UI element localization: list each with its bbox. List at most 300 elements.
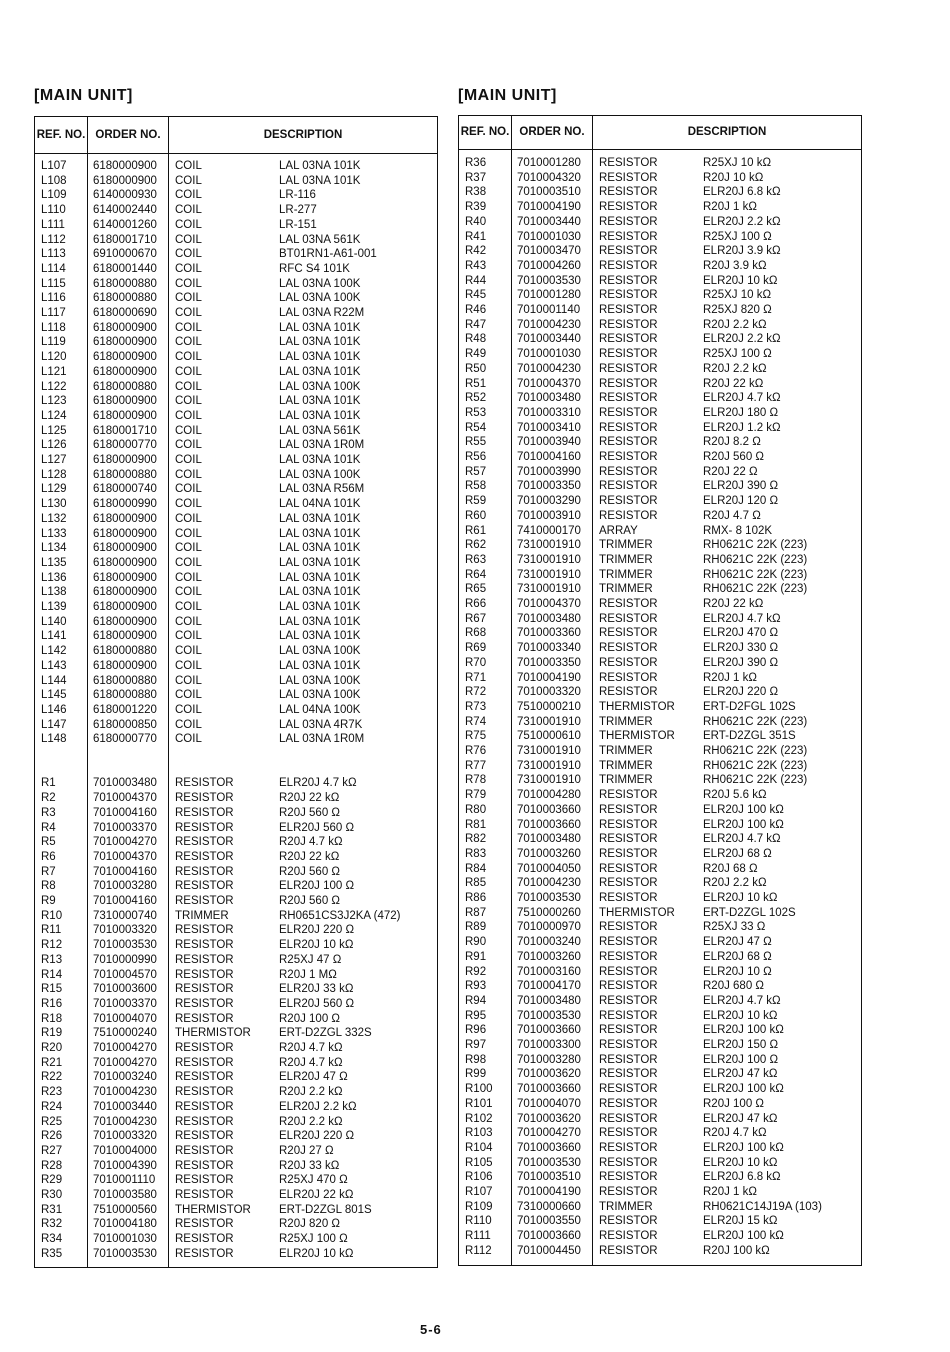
- part-spec-cell: R20J 5.6 kΩ: [703, 789, 767, 802]
- part-spec-cell: ELR20J 3.9 kΩ: [703, 245, 781, 258]
- part-spec-cell: LAL 03NA 101K: [279, 365, 361, 378]
- table-row: [459, 391, 861, 406]
- part-spec-cell: ELR20J 68 Ω: [703, 950, 772, 963]
- table-row: [35, 806, 437, 821]
- part-type-cell: RESISTOR: [175, 1100, 234, 1113]
- part-type-cell: COIL: [175, 645, 202, 658]
- ref-no-cell: R95: [465, 1009, 487, 1022]
- ref-no-cell: L116: [41, 292, 66, 305]
- ref-no-cell: L125: [41, 424, 67, 437]
- part-type-cell: RESISTOR: [599, 921, 658, 934]
- part-spec-cell: ELR20J 100 kΩ: [703, 1024, 784, 1037]
- ref-no-cell: R65: [465, 583, 487, 596]
- ref-no-cell: R7: [41, 865, 56, 878]
- order-no-cell: 7510000610: [517, 730, 581, 743]
- part-type-cell: RESISTOR: [599, 186, 658, 199]
- part-type-cell: RESISTOR: [599, 936, 658, 949]
- ref-no-cell: R4: [41, 821, 56, 834]
- table-row: [459, 1229, 861, 1244]
- ref-no-cell: R62: [465, 539, 487, 552]
- part-spec-cell: BT01RN1-A61-001: [279, 248, 377, 261]
- part-spec-cell: R20J 8.2 Ω: [703, 436, 761, 449]
- part-type-cell: COIL: [175, 365, 202, 378]
- part-type-cell: RESISTOR: [175, 777, 234, 790]
- part-type-cell: RESISTOR: [175, 821, 234, 834]
- part-spec-cell: R20J 100 Ω: [703, 1097, 765, 1110]
- part-type-cell: COIL: [175, 174, 202, 187]
- ref-no-cell: R107: [465, 1186, 493, 1198]
- part-type-cell: COIL: [175, 498, 202, 511]
- part-spec-cell: LAL 03NA 101K: [279, 395, 361, 408]
- part-spec-cell: R20J 560 Ω: [279, 865, 341, 878]
- part-type-cell: COIL: [175, 292, 202, 305]
- order-no-cell: 6180001220: [93, 703, 157, 716]
- part-spec-cell: R20J 4.7 kΩ: [279, 836, 343, 849]
- order-no-cell: 6180000880: [93, 468, 157, 481]
- table-row: [459, 568, 861, 583]
- part-type-cell: RESISTOR: [175, 968, 234, 981]
- part-type-cell: RESISTOR: [599, 818, 658, 831]
- part-spec-cell: ELR20J 470 Ω: [703, 627, 779, 640]
- part-type-cell: RESISTOR: [599, 1141, 658, 1154]
- part-type-cell: COIL: [175, 218, 202, 231]
- part-type-cell: COIL: [175, 248, 202, 261]
- table-row: [35, 1026, 437, 1041]
- table-row: [459, 1009, 861, 1024]
- order-no-cell: 6180000900: [93, 512, 157, 525]
- table-row: [35, 203, 437, 218]
- part-spec-cell: R20J 1 MΩ: [279, 968, 337, 981]
- table-row: [459, 920, 861, 935]
- part-type-cell: RESISTOR: [599, 215, 658, 228]
- table-row: [35, 923, 437, 938]
- part-spec-cell: LAL 03NA 100K: [279, 674, 361, 687]
- part-spec-cell: ELR20J 100 kΩ: [703, 1083, 784, 1096]
- part-spec-cell: ERT-D2ZGL 102S: [703, 906, 796, 919]
- ref-no-cell: R49: [465, 348, 487, 361]
- ref-no-cell: R56: [465, 451, 487, 463]
- part-type-cell: RESISTOR: [175, 1071, 234, 1084]
- order-no-cell: 7010004160: [93, 806, 157, 819]
- part-type-cell: RESISTOR: [599, 495, 658, 508]
- order-no-cell: 7310000740: [93, 909, 157, 922]
- ref-no-cell: R105: [465, 1156, 493, 1169]
- part-spec-cell: R20J 100 Ω: [279, 1012, 341, 1025]
- order-no-cell: 7310000660: [517, 1200, 581, 1213]
- part-spec-cell: R20J 560 Ω: [279, 895, 341, 907]
- part-spec-cell: R20J 560 Ω: [279, 806, 341, 819]
- table-row: [35, 497, 437, 512]
- ref-no-cell: R45: [465, 289, 487, 302]
- order-no-cell: 6180001710: [93, 424, 157, 437]
- ref-no-cell: L147: [41, 718, 67, 731]
- part-spec-cell: ELR20J 6.8 kΩ: [703, 186, 781, 199]
- order-no-cell: 7010001110: [93, 1174, 156, 1187]
- ref-no-cell: L142: [41, 645, 67, 658]
- order-no-cell: 6180000900: [93, 395, 157, 408]
- ref-no-cell: R102: [465, 1112, 493, 1125]
- table-row: [459, 274, 861, 289]
- order-no-cell: 7010004270: [93, 1042, 157, 1054]
- table-row: [35, 909, 437, 924]
- table-row: [35, 1070, 437, 1085]
- ref-no-cell: R86: [465, 892, 487, 904]
- order-no-cell: 7010003620: [517, 1112, 581, 1125]
- order-no-cell: 7010004320: [517, 171, 581, 184]
- ref-no-cell: R12: [41, 939, 63, 952]
- description-header: DESCRIPTION: [687, 126, 767, 138]
- order-no-cell: 7010001280: [517, 289, 581, 302]
- part-type-cell: COIL: [175, 439, 202, 452]
- table-row: [35, 218, 437, 233]
- order-no-cell: 7010003510: [517, 1171, 581, 1184]
- part-type-cell: RESISTOR: [599, 686, 658, 699]
- table-row: [459, 965, 861, 980]
- table-row: [35, 982, 437, 997]
- part-spec-cell: R20J 680 Ω: [703, 980, 765, 993]
- order-no-cell: 6180000900: [93, 527, 157, 540]
- order-no-cell: 7010004260: [517, 259, 581, 272]
- table-row: [459, 891, 861, 906]
- table-row: [459, 1097, 861, 1112]
- part-spec-cell: ELR20J 390 Ω: [703, 480, 779, 493]
- table-row: [35, 188, 437, 203]
- table-row: [459, 421, 861, 436]
- part-spec-cell: LAL 03NA 100K: [279, 380, 361, 393]
- part-type-cell: RESISTOR: [599, 862, 658, 875]
- part-spec-cell: ELR20J 330 Ω: [703, 642, 779, 655]
- table-row: [35, 482, 437, 497]
- part-type-cell: COIL: [175, 630, 202, 643]
- order-no-cell: 7010003370: [93, 997, 157, 1010]
- part-type-cell: RESISTOR: [599, 1083, 658, 1096]
- order-no-cell: 7310001910: [517, 539, 581, 552]
- part-spec-cell: RH0621C 22K (223): [703, 745, 808, 757]
- part-spec-cell: LAL 03NA 1R0M: [279, 733, 365, 746]
- part-spec-cell: LAL 03NA 101K: [279, 586, 361, 599]
- table-row: [35, 1100, 437, 1115]
- part-spec-cell: RH0621C 22K (223): [703, 583, 808, 596]
- order-no-cell: 7010004230: [517, 877, 581, 890]
- order-no-cell: 7010004230: [517, 362, 581, 375]
- order-no-cell: 6180000900: [93, 659, 157, 672]
- order-no-header: ORDER NO.: [95, 128, 161, 141]
- order-no-cell: 7510000560: [93, 1203, 157, 1216]
- ref-no-cell: R104: [465, 1141, 493, 1154]
- part-spec-cell: LAL 03NA 101K: [279, 659, 361, 672]
- ref-no-cell: R38: [465, 186, 487, 199]
- order-no-cell: 7010004160: [517, 451, 581, 463]
- ref-no-cell: R110: [465, 1215, 492, 1228]
- part-spec-cell: RH0621C 22K (223): [703, 553, 808, 566]
- order-no-cell: 7010001140: [517, 304, 581, 316]
- order-no-cell: 7010003480: [517, 994, 581, 1007]
- ref-no-cell: R69: [465, 642, 487, 655]
- table-row: [35, 1041, 437, 1056]
- part-spec-cell: ELR20J 10 kΩ: [703, 892, 778, 904]
- order-no-cell: 6180000900: [93, 365, 157, 378]
- ref-no-cell: R9: [41, 895, 56, 907]
- order-no-cell: 7010003360: [517, 627, 581, 640]
- ref-no-cell: R103: [465, 1127, 493, 1140]
- table-row: [459, 862, 861, 877]
- order-no-cell: 7310001910: [517, 745, 581, 757]
- part-spec-cell: ELR20J 22 kΩ: [279, 1189, 354, 1201]
- order-no-cell: 7010003320: [93, 924, 157, 937]
- part-type-cell: RESISTOR: [599, 348, 658, 361]
- ref-no-cell: L118: [41, 321, 66, 334]
- part-spec-cell: ELR20J 100 kΩ: [703, 818, 784, 831]
- part-type-cell: COIL: [175, 160, 202, 172]
- left-unit-title: [MAIN UNIT]: [34, 87, 133, 104]
- ref-no-cell: R44: [465, 274, 487, 287]
- order-no-cell: 7010004270: [517, 1127, 581, 1140]
- order-no-cell: 6180000880: [93, 689, 157, 702]
- table-row: [459, 1067, 861, 1082]
- part-spec-cell: R20J 10 kΩ: [703, 171, 764, 184]
- table-row: [459, 847, 861, 862]
- part-type-cell: RESISTOR: [599, 406, 658, 419]
- ref-no-cell: L141: [41, 630, 67, 643]
- ref-no-cell: R106: [465, 1171, 493, 1184]
- part-type-cell: RESISTOR: [599, 201, 658, 214]
- ref-no-cell: R25: [41, 1115, 63, 1128]
- part-type-cell: TRIMMER: [175, 909, 229, 922]
- part-spec-cell: LAL 03NA 100K: [279, 277, 361, 290]
- table-row: [35, 335, 437, 350]
- part-type-cell: RESISTOR: [175, 1042, 234, 1054]
- part-spec-cell: R20J 2.2 kΩ: [703, 877, 767, 890]
- table-row: [35, 1012, 437, 1027]
- order-no-cell: 7010003600: [93, 983, 157, 996]
- order-no-cell: 6180001440: [93, 262, 157, 275]
- order-no-cell: 6180000900: [93, 542, 157, 555]
- part-spec-cell: LAL 03NA R56M: [279, 483, 365, 496]
- part-spec-cell: R25XJ 820 Ω: [703, 304, 772, 316]
- part-type-cell: RESISTOR: [599, 289, 658, 302]
- part-type-cell: COIL: [175, 262, 202, 275]
- order-no-cell: 6140002440: [93, 204, 157, 217]
- table-row: [459, 1053, 861, 1068]
- ref-no-cell: R47: [465, 318, 487, 331]
- ref-no-cell: R32: [41, 1218, 63, 1231]
- table-row: [459, 582, 861, 597]
- ref-no-cell: L115: [41, 277, 66, 290]
- ref-no-cell: R29: [41, 1174, 63, 1187]
- ref-no-cell: R90: [465, 936, 487, 949]
- part-spec-cell: ELR20J 220 Ω: [279, 1130, 355, 1143]
- part-spec-cell: LAL 03NA 100K: [279, 468, 361, 481]
- order-no-cell: 7010004170: [517, 980, 581, 993]
- table-row: [35, 512, 437, 527]
- table-row: [459, 1023, 861, 1038]
- ref-no-cell: L112: [41, 233, 66, 246]
- order-no-cell: 7010003530: [93, 1247, 157, 1260]
- part-spec-cell: R20J 820 Ω: [279, 1218, 341, 1231]
- part-spec-cell: R20J 2.2 kΩ: [703, 318, 767, 331]
- table-row: [35, 615, 437, 630]
- table-row: [35, 718, 437, 733]
- ref-no-cell: R73: [465, 700, 487, 713]
- order-no-cell: 7010004230: [93, 1115, 157, 1128]
- ref-no-cell: L119: [41, 336, 66, 349]
- table-row: [459, 1244, 861, 1259]
- part-type-cell: RESISTOR: [599, 362, 658, 375]
- order-no-cell: 6180000770: [93, 733, 157, 746]
- ref-no-cell: R2: [41, 792, 56, 805]
- ref-no-cell: L127: [41, 454, 67, 466]
- right-unit-title: [MAIN UNIT]: [458, 87, 557, 104]
- ref-no-cell: R67: [465, 612, 487, 625]
- part-type-cell: RESISTOR: [599, 965, 658, 978]
- table-row: [459, 303, 861, 318]
- part-type-cell: RESISTOR: [599, 994, 658, 1007]
- table-row: [35, 556, 437, 571]
- part-type-cell: RESISTOR: [599, 627, 658, 640]
- order-no-cell: 7010004280: [517, 789, 581, 802]
- part-type-cell: RESISTOR: [175, 1233, 234, 1246]
- ref-no-cell: R77: [465, 759, 487, 772]
- order-no-cell: 7510000210: [517, 700, 581, 713]
- part-spec-cell: ELR20J 220 Ω: [703, 686, 779, 699]
- table-row: [459, 685, 861, 700]
- ref-no-cell: R35: [41, 1247, 63, 1260]
- order-no-cell: 6180000690: [93, 307, 157, 319]
- part-type-cell: THERMISTOR: [175, 1203, 251, 1216]
- part-spec-cell: ELR20J 10 Ω: [703, 965, 772, 978]
- part-spec-cell: LAL 03NA 101K: [279, 174, 361, 187]
- table-row: [35, 350, 437, 365]
- part-spec-cell: LAL 03NA 1R0M: [279, 439, 365, 452]
- order-no-cell: 7010003410: [517, 421, 581, 434]
- order-no-cell: 7310001910: [517, 583, 581, 596]
- table-row: [459, 1141, 861, 1156]
- part-spec-cell: R20J 2.2 kΩ: [279, 1115, 343, 1128]
- order-no-cell: 6180000880: [93, 674, 157, 687]
- part-spec-cell: LR-151: [279, 218, 317, 231]
- order-no-cell: 7010003260: [517, 847, 581, 860]
- ref-no-cell: R46: [465, 304, 487, 316]
- table-row: [459, 465, 861, 480]
- table-row: [35, 321, 437, 336]
- order-no-cell: 7010003530: [517, 1009, 581, 1022]
- part-type-cell: RESISTOR: [175, 1174, 234, 1187]
- table-row: [459, 288, 861, 303]
- part-type-cell: RESISTOR: [175, 836, 234, 849]
- part-spec-cell: ELR20J 390 Ω: [703, 656, 779, 669]
- order-no-cell: 7010003550: [517, 1215, 581, 1228]
- table-row: [459, 538, 861, 553]
- part-type-cell: RESISTOR: [599, 259, 658, 272]
- order-no-cell: 7010004160: [93, 895, 157, 907]
- ref-no-cell: R18: [41, 1012, 63, 1025]
- table-row: [459, 156, 861, 171]
- order-no-cell: 7010003350: [517, 480, 581, 493]
- table-row: [459, 715, 861, 730]
- order-no-cell: 7010003470: [517, 245, 581, 258]
- order-no-cell: 6180000900: [93, 351, 157, 364]
- part-spec-cell: RMX- 8 102K: [703, 524, 773, 537]
- order-no-cell: 7010003300: [517, 1039, 581, 1051]
- order-no-cell: 7310001910: [517, 759, 581, 772]
- part-type-cell: RESISTOR: [175, 792, 234, 805]
- part-type-cell: RESISTOR: [175, 983, 234, 996]
- order-no-cell: 7010004270: [93, 1056, 157, 1069]
- ref-no-cell: R15: [41, 983, 63, 996]
- order-no-cell: 6180000770: [93, 439, 157, 452]
- ref-no-cell: R93: [465, 980, 487, 993]
- order-no-cell: 7010003480: [517, 612, 581, 625]
- table-row: [459, 494, 861, 509]
- part-type-cell: RESISTOR: [599, 1009, 658, 1022]
- order-no-cell: 7010004370: [517, 377, 581, 390]
- order-no-cell: 7010003440: [517, 215, 581, 228]
- part-spec-cell: R20J 1 kΩ: [703, 1186, 757, 1198]
- ref-no-cell: L107: [41, 160, 67, 172]
- description-header: DESCRIPTION: [263, 128, 343, 141]
- ref-no-cell: R10: [41, 909, 63, 922]
- table-row: [35, 159, 437, 174]
- ref-no-cell: L121: [41, 365, 67, 378]
- part-spec-cell: ERT-D2ZGL 801S: [279, 1203, 372, 1216]
- ref-no-cell: L124: [41, 409, 67, 422]
- ref-no-cell: R89: [465, 921, 487, 934]
- ref-no-cell: R63: [465, 553, 487, 566]
- ref-no-cell: L143: [41, 659, 67, 672]
- ref-no-cell: L146: [41, 703, 67, 716]
- order-no-cell: 7010004390: [93, 1159, 157, 1172]
- part-spec-cell: ELR20J 6.8 kΩ: [703, 1171, 781, 1184]
- part-type-cell: RESISTOR: [599, 465, 658, 478]
- part-type-cell: RESISTOR: [599, 377, 658, 390]
- part-type-cell: COIL: [175, 233, 202, 246]
- order-no-cell: 7010003320: [517, 686, 581, 699]
- table-row: [35, 953, 437, 968]
- part-spec-cell: RH0621C 22K (223): [703, 759, 808, 772]
- part-type-cell: COIL: [175, 586, 202, 599]
- ref-no-cell: R70: [465, 656, 487, 669]
- part-spec-cell: LAL 03NA 101K: [279, 542, 361, 555]
- part-spec-cell: LAL 03NA 100K: [279, 645, 361, 658]
- part-type-cell: RESISTOR: [599, 333, 658, 346]
- order-no-cell: 7010003530: [517, 274, 581, 287]
- ref-no-cell: R101: [465, 1097, 493, 1110]
- order-no-cell: 7010003370: [93, 821, 157, 834]
- part-type-cell: RESISTOR: [599, 656, 658, 669]
- table-row: [459, 1156, 861, 1171]
- table-row: [459, 362, 861, 377]
- order-no-cell: 7010003480: [93, 777, 157, 790]
- part-spec-cell: ELR20J 560 Ω: [279, 997, 355, 1010]
- order-no-cell: 7010003350: [517, 656, 581, 669]
- ref-no-cell: R80: [465, 803, 487, 816]
- table-row: [35, 1085, 437, 1100]
- part-spec-cell: LR-116: [279, 189, 316, 202]
- part-type-cell: TRIMMER: [599, 1200, 653, 1213]
- order-no-cell: 7010003240: [93, 1071, 157, 1084]
- table-row: [459, 935, 861, 950]
- table-row: [35, 438, 437, 453]
- ref-no-cell: R50: [465, 362, 487, 375]
- ref-no-cell: R87: [465, 906, 487, 919]
- part-spec-cell: R20J 4.7 kΩ: [703, 1127, 767, 1140]
- part-spec-cell: RFC S4 101K: [279, 262, 350, 275]
- ref-no-cell: R24: [41, 1100, 63, 1113]
- part-type-cell: COIL: [175, 483, 202, 496]
- order-no-cell: 6180000900: [93, 454, 157, 466]
- ref-no-cell: R111: [465, 1230, 491, 1243]
- part-spec-cell: LAL 03NA 101K: [279, 556, 361, 569]
